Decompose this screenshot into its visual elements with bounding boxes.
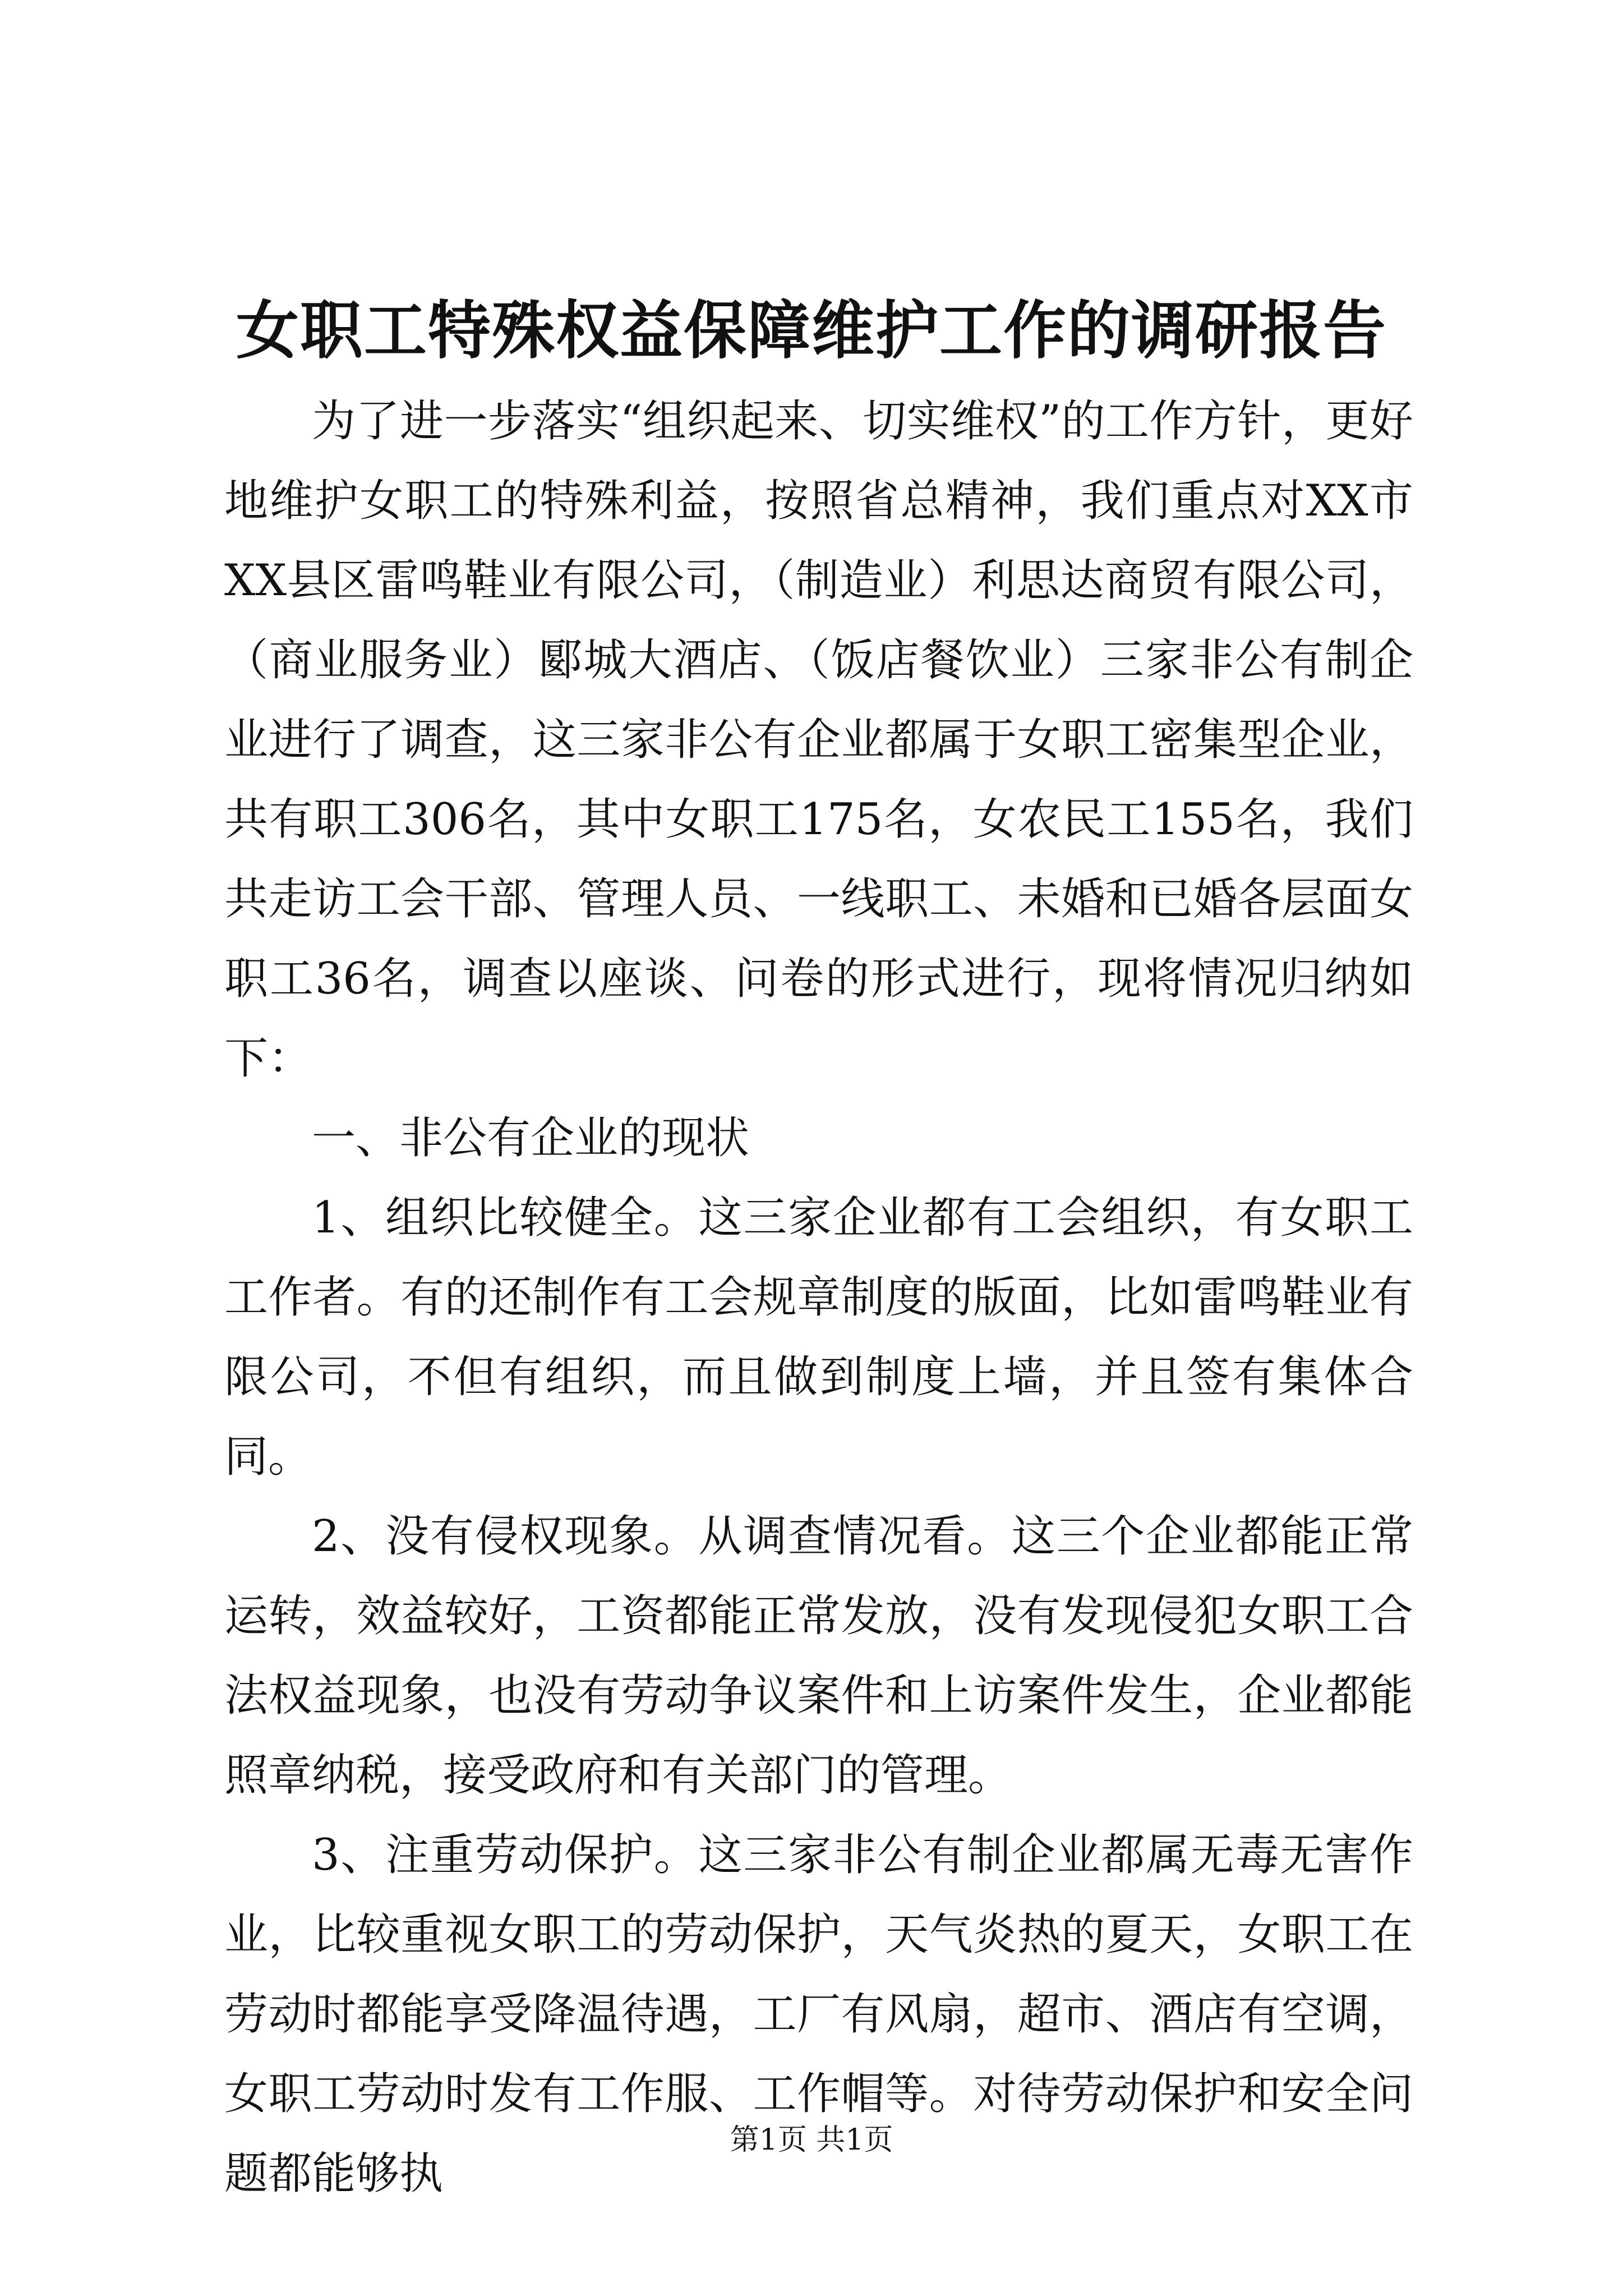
section-heading: 一、非公有企业的现状: [312, 1113, 750, 1163]
paragraph-intro: 为了进一步落实“组织起来、切实维权”的工作方针，更好地维护女职工的特殊利益，按照省总精神，我们重点对XX市XX县区雷鸣鞋业有限公司，（制造业）利思达商贸有限公司，（商业服务业）郾城大酒店、（饭店餐饮业）三家非公有制企业进行了调查，这三家非公有企业都属于女职工密集型企业，共有职工306名，其中女职工175名，女农民工155名，我们共走访工会干部、管理人员、一线职工、未婚和已婚各层面女职工36名，调查以座谈、问卷的形式进行，现将情况归纳如下：: [224, 396, 1413, 1084]
page-number-footer: 第1页 共1页: [730, 2123, 893, 2157]
paragraph-item-3: 3、注重劳动保护。这三家非公有制企业都属无毒无害作业，比较重视女职工的劳动保护，天气炎热的夏天，女职工在劳动时都能享受降温待遇，工厂有风扇，超市、酒店有空调，女职工劳动时发有工作服、工作帽等。对待劳动保护和安全问题都能够执: [224, 1830, 1413, 2199]
paragraph-item-1: 1、组织比较健全。这三家企业都有工会组织，有女职工工作者。有的还制作有工会规章制度的版面，比如雷鸣鞋业有限公司，不但有组织，而且做到制度上墙，并且签有集体合同。: [224, 1193, 1413, 1482]
paragraph-item-2: 2、没有侵权现象。从调查情况看。这三个企业都能正常运转，效益较好，工资都能正常发放，没有发现侵犯女职工合法权益现象，也没有劳动争议案件和上访案件发生，企业都能照章纳税，接受政府和有关部门的管理。: [224, 1511, 1413, 1801]
document-body: [224, 381, 1413, 2214]
document-title: 女职工特殊权益保障维护工作的调研报告: [236, 294, 1387, 367]
